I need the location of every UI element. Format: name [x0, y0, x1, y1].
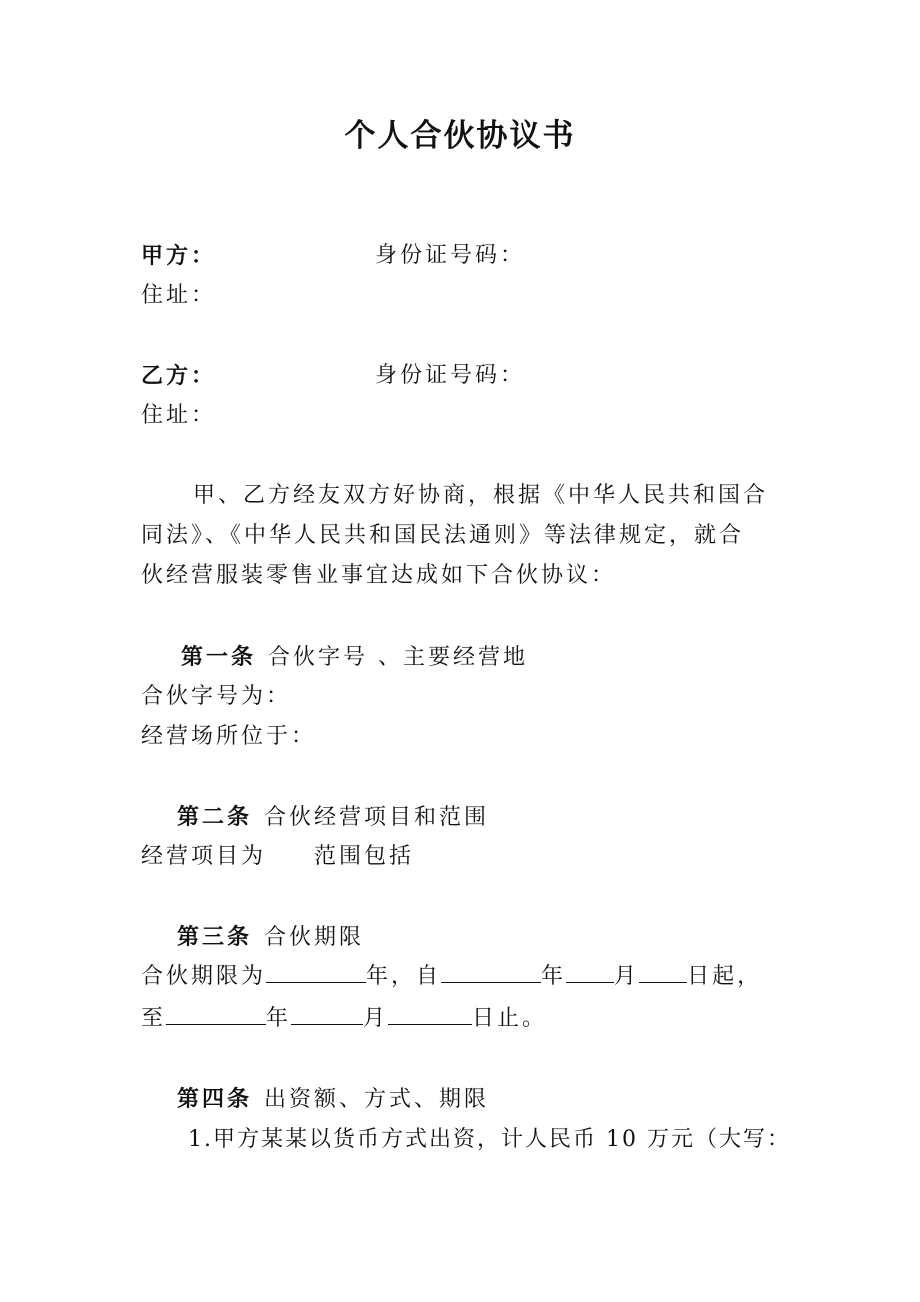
- end-month-blank: [291, 1004, 363, 1025]
- party-a-label: 甲方：: [141, 243, 217, 269]
- preamble-line-1: 甲、乙方经友双方好协商，根据《中华人民共和国合: [193, 483, 769, 508]
- article-4-heading-row: [177, 1084, 489, 1115]
- party-b-id-label: 身份证号码：: [375, 363, 526, 388]
- preamble-line-3: 伙经营服装零售业事宜达成如下合伙协议：: [141, 563, 617, 588]
- start-month-blank: [566, 962, 614, 983]
- preamble-line-2: 同法》、《中华人民共和国民法通则》等法律规定，就合: [141, 523, 745, 548]
- end-year-blank: [166, 1004, 266, 1025]
- end-year-unit: 年: [266, 1006, 292, 1031]
- article-4-title: 出资额、方式、期限: [264, 1087, 490, 1112]
- article-1-line-2: 经营场所位于：: [141, 724, 317, 749]
- start-day-unit: 日起，: [687, 964, 763, 989]
- term-end-label: 至: [141, 1006, 167, 1031]
- article-2-scope-label: 范围包括: [314, 844, 415, 869]
- party-b-address-label: 住址：: [141, 403, 217, 428]
- document-title: 个人合伙协议书: [344, 118, 576, 154]
- article-3-line-2: [141, 1004, 547, 1034]
- term-start-label: 年，自: [366, 964, 442, 989]
- term-length-label: 合伙期限为: [141, 964, 267, 989]
- article-3-number: 第三条: [177, 924, 253, 950]
- article-2-heading-row: [177, 802, 489, 833]
- article-4-number: 第四条: [177, 1086, 253, 1112]
- article-3-title: 合伙期限: [264, 925, 365, 950]
- article-2-number: 第二条: [177, 804, 253, 830]
- article-4-item-1: 1.甲方某某以货币方式出资，计人民币 10 万元（大写：: [188, 1127, 791, 1152]
- article-2-line-1: [141, 842, 414, 872]
- end-day-blank: [388, 1004, 472, 1025]
- start-day-blank: [639, 962, 687, 983]
- term-years-blank: [266, 962, 366, 983]
- end-month-unit: 月: [363, 1006, 389, 1031]
- start-year-unit: 年: [541, 964, 567, 989]
- article-1-line-1: 合伙字号为：: [141, 684, 292, 709]
- article-3-heading-row: [177, 922, 364, 953]
- end-day-unit: 日止。: [472, 1006, 548, 1031]
- start-year-blank: [441, 962, 541, 983]
- article-3-line-1: [141, 962, 762, 992]
- article-1-title: 合伙字号 、主要经营地: [268, 645, 529, 670]
- party-b-label: 乙方：: [141, 363, 217, 389]
- article-1-number: 第一条: [181, 644, 257, 670]
- start-month-unit: 月: [614, 964, 640, 989]
- party-a-address-label: 住址：: [141, 283, 217, 308]
- party-a-id-label: 身份证号码：: [375, 243, 526, 268]
- article-2-project-label: 经营项目为: [141, 844, 267, 869]
- article-1-heading-row: [181, 642, 528, 673]
- article-2-title: 合伙经营项目和范围: [264, 805, 490, 830]
